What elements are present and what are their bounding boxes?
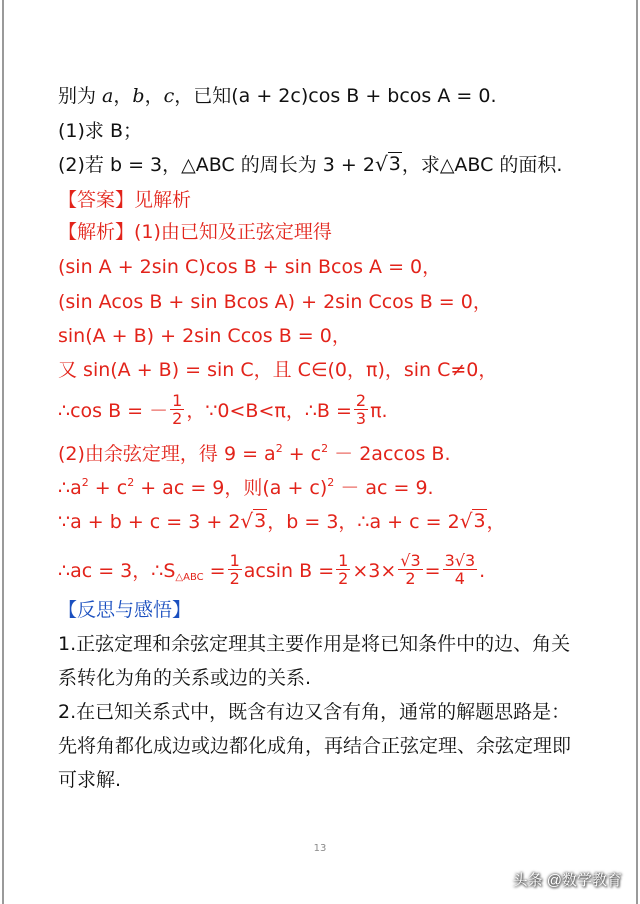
question-1: (1)求 B； [58,120,142,142]
analysis-step-9: ∴ac = 3，$\therefore S_{\triangle ABC}$ = $\frac{1}{2}$ acsin B = $\frac{1}{2}$ ×3× $\frac{√3}{2}$ = $\frac{3√3}{4}$ . [58,551,486,588]
page-number: 13 [313,843,327,854]
fraction-two-thirds: $\frac{2}{3}$ [355,391,367,428]
fraction-3root3-over-4: $\frac{3√3}{4}$ [444,551,476,588]
question-2: (2)若 b = 3，△ABC 的周长为 3 + 2 √ 3 ，求△ABC 的面积. [58,152,563,176]
analysis-step-2: (sin Acos B + sin Bcos A) + 2sin Ccos B = 0， [58,291,492,313]
sqrt-3: √ 3 [459,509,486,533]
analysis-step-5: ∴cos B = － $\frac{1}{2}$ ，∵0<B<π，∴B = $\frac{2}{3}$ π. [58,391,388,428]
answer-label: 【答案】 [58,189,135,211]
watermark: 头条 @数学教育 [512,872,622,889]
analysis-step-6: (2)由余弦定理，得 $9 = a^2 + c^2 - 2accos$ B. [58,442,451,465]
analysis-label: 【解析】 [58,221,135,243]
analysis-step-4: 又 sin(A + B) = sin C，且 C∈(0，π)，sin C≠0， [58,359,498,381]
analysis-step-1: (sin A + 2sin C)cos B + sin Bcos A = 0， [58,256,442,278]
reflection-point-2-line-3: 可求解. [58,769,122,791]
problem-line-1: 别为 a，b，c，已知(a + 2c)cos B + bcos A = 0. [58,85,497,107]
reflection-point-2-line-1: 2.在已知关系式中，既含有边又含有角，通常的解题思路是： [58,701,571,723]
left-border [2,0,4,904]
analysis-step-3: sin(A + B) + 2sin Ccos B = 0， [58,325,351,347]
fraction-one-half: $\frac{1}{2}$ [338,551,349,588]
reflection-point-1-line-2: 系转化为角的关系或边的关系. [58,667,312,689]
fraction-one-half: $\frac{1}{2}$ [229,551,240,588]
reflection-point-1-line-1: 1.正弦定理和余弦定理其主要作用是将已知条件中的边、角关 [58,633,571,655]
analysis-step-7: $\therefore a^2 + c^2$ + ac = 9，则$(a + c)^2$ － ac = 9. [58,476,434,499]
sqrt-3: √ 3 [240,509,267,533]
answer-line [58,186,610,214]
fraction-root3-over-2: $\frac{√3}{2}$ [400,551,421,588]
answer-text: 见解析 [134,189,192,211]
analysis-heading: 【解析】(1)由已知及正弦定理得 [58,221,332,243]
right-border [636,0,638,904]
reflection-point-2-line-2: 先将角都化成边或边都化成角，再结合正弦定理、余弦定理即 [58,735,572,757]
fraction-one-half: $\frac{1}{2}$ [172,391,183,428]
analysis-step-8: ∵a + b + c = 3 + 2 √ 3 ，b = 3，∴a + c = 2 √ 3 ， [58,509,506,533]
sqrt-3: √ 3 [374,152,401,176]
reflection-label: 【反思与感悟】 [58,599,192,621]
